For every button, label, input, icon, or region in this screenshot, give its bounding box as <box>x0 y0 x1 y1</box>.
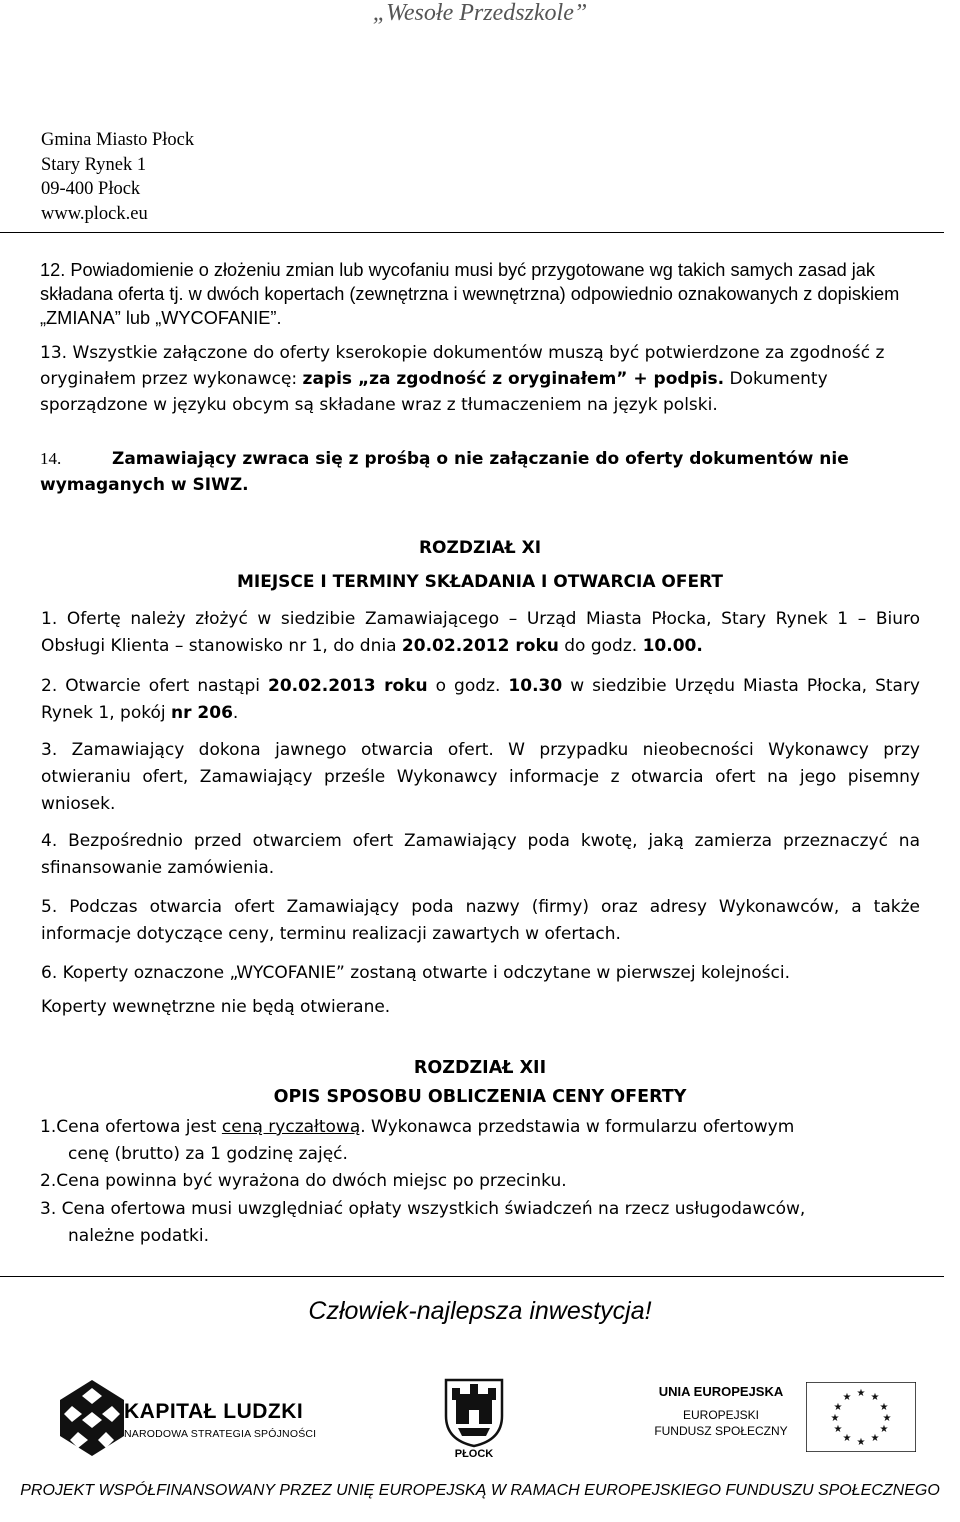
section-12-point-3: 3. Cena ofertowa musi uwzględniać opłaty wszystkich świadczeń na rzecz usługodawców, <box>40 1199 806 1219</box>
point-date: 20.02.2013 roku <box>268 676 428 696</box>
svg-text:★: ★ <box>830 1413 840 1424</box>
svg-text:★: ★ <box>882 1413 892 1424</box>
document-header-title: „Wesołe Przedszkole” <box>372 0 588 26</box>
address-line: Gmina Miasto Płock <box>41 130 195 150</box>
item-12: 12. Powiadomienie o złożeniu zmian lub wycofaniu musi być przygotowane wg takich samych zasad jak składana oferta tj. w dwóch kopertach (zewnętrzna i wewnętrzna) odpowiednio oznakowanych z dopiskiem „ZMIANA” lub „WYCOFANIE”. <box>40 260 900 328</box>
kl-title: KAPITAŁ LUDZKI <box>124 1400 304 1423</box>
point-text: w siedzibie Urzędu Miasta Płocka, Stary Rynek 1, pokój <box>41 676 920 723</box>
address-block <box>41 128 194 226</box>
point-text: . <box>232 703 239 723</box>
eu-subtitle-2: FUNDUSZ SPOŁECZNY <box>654 1424 788 1438</box>
item-13-text: 13. Wszystkie załączone do oferty kserokopie dokumentów muszą być potwierdzone za zgodność z oryginałem przez wykonawcę: <box>40 343 885 389</box>
svg-text:★: ★ <box>833 1402 843 1413</box>
address-website: www.plock.eu <box>41 203 148 224</box>
item-14-text: Zamawiający zwraca się z prośbą o nie załączanie do oferty dokumentów nie wymaganych w SIWZ. <box>40 449 849 495</box>
section-11-point-6: 6. Koperty oznaczone „WYCOFANIE” zostaną otwarte i odczytane w pierwszej kolejności. <box>41 963 790 983</box>
point-text: o godz. <box>427 676 509 696</box>
svg-text:★: ★ <box>870 1392 880 1403</box>
kapital-ludzki-logo <box>58 1378 358 1458</box>
svg-text:★: ★ <box>879 1424 889 1435</box>
address-line: Stary Rynek 1 <box>41 154 147 175</box>
section-11-heading: ROZDZIAŁ XI <box>418 538 542 558</box>
svg-text:★: ★ <box>856 1437 866 1448</box>
section-12-point-1 <box>40 1114 920 1141</box>
section-12-subheading: OPIS SPOSOBU OBLICZENIA CENY OFERTY <box>273 1087 687 1107</box>
section-12-point-1-cont: cenę (brutto) za 1 godzinę zajęć. <box>68 1144 348 1164</box>
item-13-text-2: Dokumenty sporządzone w języku obcym są składane wraz z tłumaczeniem na język polski. <box>40 369 828 415</box>
point-room: nr 206 <box>171 703 233 723</box>
eu-subtitle-1: EUROPEJSKI <box>682 1408 760 1422</box>
point-text: do godz. <box>558 636 643 656</box>
point-text: 1. Ofertę należy złożyć w siedzibie Zamawiającego – Urząd Miasta Płocka, Stary Rynek 1 – Biuro Obsługi Klienta – stanowisko nr 1, do dnia <box>41 609 920 656</box>
plock-shield-icon <box>442 1376 506 1448</box>
point-text: . Wykonawca przedstawia w formularzu ofertowym <box>360 1117 795 1137</box>
section-11-point-1 <box>41 606 920 660</box>
svg-text:★: ★ <box>879 1402 889 1413</box>
plock-label: PŁOCK <box>454 1448 494 1460</box>
eu-title: UNIA EUROPEJSKA <box>658 1384 784 1399</box>
section-11-point-7: Koperty wewnętrzne nie będą otwierane. <box>41 997 391 1017</box>
point-date: 20.02.2012 roku <box>401 636 559 656</box>
address-line: 09-400 Płock <box>41 179 141 199</box>
svg-text:★: ★ <box>842 1433 852 1444</box>
section-11-point-3: 3. Zamawiający dokona jawnego otwarcia ofert. W przypadku nieobecności Wykonawcy przy otwieraniu ofert, Zamawiający prześle Wykonawcy informacje z otwarcia ofert na jego pisemny wniosek. <box>41 740 920 814</box>
section-12-point-2: 2.Cena powinna być wyrażona do dwóch miejsc po przecinku. <box>40 1171 567 1191</box>
item-14 <box>40 446 920 498</box>
point-underlined: ceną ryczałtową <box>221 1117 361 1137</box>
section-11-point-5: 5. Podczas otwarcia ofert Zamawiający poda nazwy (firmy) oraz adresy Wykonawców, a także informacje dotyczące ceny, terminu realizacji zawartych w ofertach. <box>41 897 920 944</box>
section-12-heading: ROZDZIAŁ XII <box>413 1058 547 1078</box>
eu-fund-logo <box>644 1382 916 1452</box>
section-11-point-4: 4. Bezpośrednio przed otwarciem ofert Zamawiający poda kwotę, jaką zamierza przeznaczyć na sfinansowanie zamówienia. <box>41 831 920 878</box>
kapital-ludzki-emblem <box>58 1378 126 1458</box>
header-divider <box>0 232 944 233</box>
item-14-number: 14. <box>40 449 62 468</box>
point-text: 1.Cena ofertowa jest <box>40 1117 222 1137</box>
eu-flag-icon <box>806 1382 916 1452</box>
item-13-bold: zapis „za zgodność z oryginałem” + podpis. <box>302 369 725 389</box>
section-12-point-3-cont: należne podatki. <box>68 1226 209 1246</box>
svg-text:★: ★ <box>842 1392 852 1403</box>
point-time: 10.00. <box>642 636 703 656</box>
motto: Człowiek-najlepsza inwestycja! <box>308 1297 652 1325</box>
point-text: 2. Otwarcie ofert nastąpi <box>41 676 269 696</box>
section-11-point-2 <box>41 673 920 727</box>
section-11-subheading: MIEJSCE I TERMINY SKŁADANIA I OTWARCIA OFERT <box>236 572 724 592</box>
footer-project-note: PROJEKT WSPÓŁFINANSOWANY PRZEZ UNIĘ EUROPEJSKĄ W RAMACH EUROPEJSKIEGO FUNDUSZU SPOŁECZNEGO <box>20 1482 940 1499</box>
point-time: 10.30 <box>508 676 563 696</box>
kl-subtitle: NARODOWA STRATEGIA SPÓJNOŚCI <box>124 1428 317 1440</box>
svg-text:★: ★ <box>870 1433 880 1444</box>
footer-divider <box>0 1276 944 1277</box>
item-13 <box>40 340 920 418</box>
svg-text:★: ★ <box>856 1388 866 1399</box>
svg-text:★: ★ <box>833 1424 843 1435</box>
plock-coat-of-arms <box>442 1376 506 1466</box>
